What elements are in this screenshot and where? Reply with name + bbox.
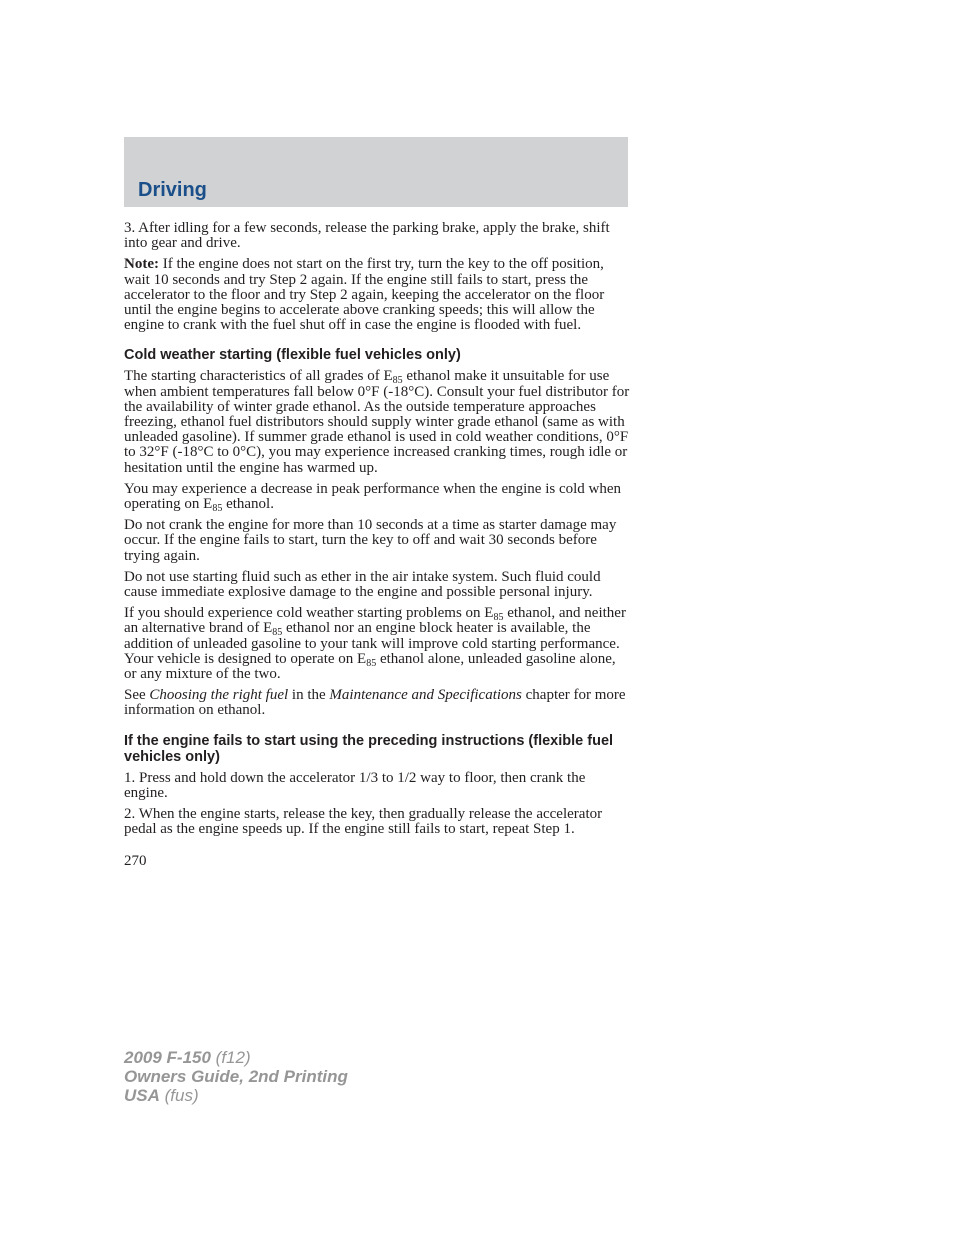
- section-title: Driving: [138, 179, 207, 201]
- note-label: Note:: [124, 256, 159, 273]
- cold-weather-paragraph-4: Do not use starting fluid such as ether in the air intake system. Such fluid could cause immediate explosive damage to the engine and possible personal injury.: [124, 568, 601, 601]
- cold-weather-paragraph-2: [124, 480, 630, 515]
- footer-code: (f12): [210, 1048, 251, 1067]
- fail-step-2-paragraph: 2. When the engine starts, release the key, then gradually release the accelerator pedal as the engine speeds up. If the engine still fails to start, repeat Step 1.: [124, 806, 603, 838]
- subscript: 85: [493, 612, 504, 624]
- note-text: If the engine does not start on the first try, turn the key to the off position, wait 10 seconds and try Step 2 again. If the engine still fails to start, press the accelerator to the floor and try Step 2 again, keeping the accelerator on the floor until the engine begins to accelerate above cranking speeds; this will allow the engine to crank with the fuel shut off in case the engine is flooded with fuel.: [124, 256, 605, 334]
- subscript: 85: [272, 627, 283, 639]
- cold-weather-paragraph-5: [124, 606, 630, 682]
- cold-weather-heading: Cold weather starting (flexible fuel vehicles only): [124, 347, 461, 364]
- engine-fails-heading: If the engine fails to start using the preceding instructions (flexible fuel vehicles only): [124, 732, 614, 765]
- text-run: ethanol.: [222, 496, 274, 513]
- text-run: ethanol, and neither an alternative brand of E: [124, 605, 626, 637]
- footer-market-code: (fus): [159, 1086, 199, 1105]
- subscript: 85: [212, 503, 223, 515]
- text-run: chapter for more information on ethanol.: [124, 687, 626, 719]
- subscript: 85: [366, 657, 377, 669]
- cross-reference-maintenance: Maintenance and Specifications: [329, 687, 522, 704]
- subscript: 85: [392, 375, 403, 387]
- footer-guide: Owners Guide, 2nd Printing: [124, 1067, 348, 1086]
- footer-market: USA: [124, 1086, 160, 1105]
- cross-reference-choosing-fuel: Choosing the right fuel: [149, 687, 289, 704]
- footer-line-3: [124, 1086, 348, 1105]
- footer-model: 2009 F-150: [124, 1048, 211, 1067]
- footer-line-2: [124, 1067, 348, 1086]
- text-run: ethanol alone, unleaded gasoline alone, or any mixture of the two.: [124, 650, 616, 683]
- document-footer: [124, 1048, 348, 1105]
- text-run: If you should experience cold weather starting problems on E: [124, 605, 494, 622]
- text-run: ethanol make it unsuitable for use when ambient temperatures fall below 0°F (-18°C). Consult your fuel distributor for the availability of winter grade ethanol. As the outside temperature approaches freezing, ethanol fuel distributors should supply winter grade ethanol (same as with unleaded gasoline). If summer grade ethanol is used in cold weather conditions, 0°F to 32°F (-18°C to 0°C), you may experience increased cranking times, rough idle or hesitation until the engine has warmed up.: [124, 368, 630, 476]
- text-run: The starting characteristics of all grades of E: [124, 368, 393, 385]
- text-run: ethanol nor an engine block heater is available, the addition of unleaded gasoline to your tank will improve cold starting performance. Your vehicle is designed to operate on E: [124, 620, 620, 667]
- text-run: in the: [288, 687, 330, 704]
- page-number: 270: [124, 852, 147, 869]
- text-run: You may experience a decrease in peak performance when the engine is cold when operating on E: [124, 480, 622, 513]
- note-paragraph: [124, 257, 630, 333]
- text-run: See: [124, 687, 150, 704]
- cold-weather-paragraph-3: Do not crank the engine for more than 10 seconds at a time as starter damage may occur. If the engine fails to start, turn the key to off and wait 30 seconds before trying again.: [124, 517, 617, 564]
- fail-step-1-paragraph: 1. Press and hold down the accelerator 1/3 to 1/2 way to floor, then crank the engine.: [124, 769, 586, 801]
- cold-weather-paragraph-1: [124, 369, 630, 475]
- see-reference-paragraph: [124, 688, 630, 718]
- page-content: [124, 221, 630, 869]
- step-3-paragraph: 3. After idling for a few seconds, release the parking brake, apply the brake, shift into gear and drive.: [124, 220, 610, 252]
- footer-line-1: [124, 1048, 348, 1067]
